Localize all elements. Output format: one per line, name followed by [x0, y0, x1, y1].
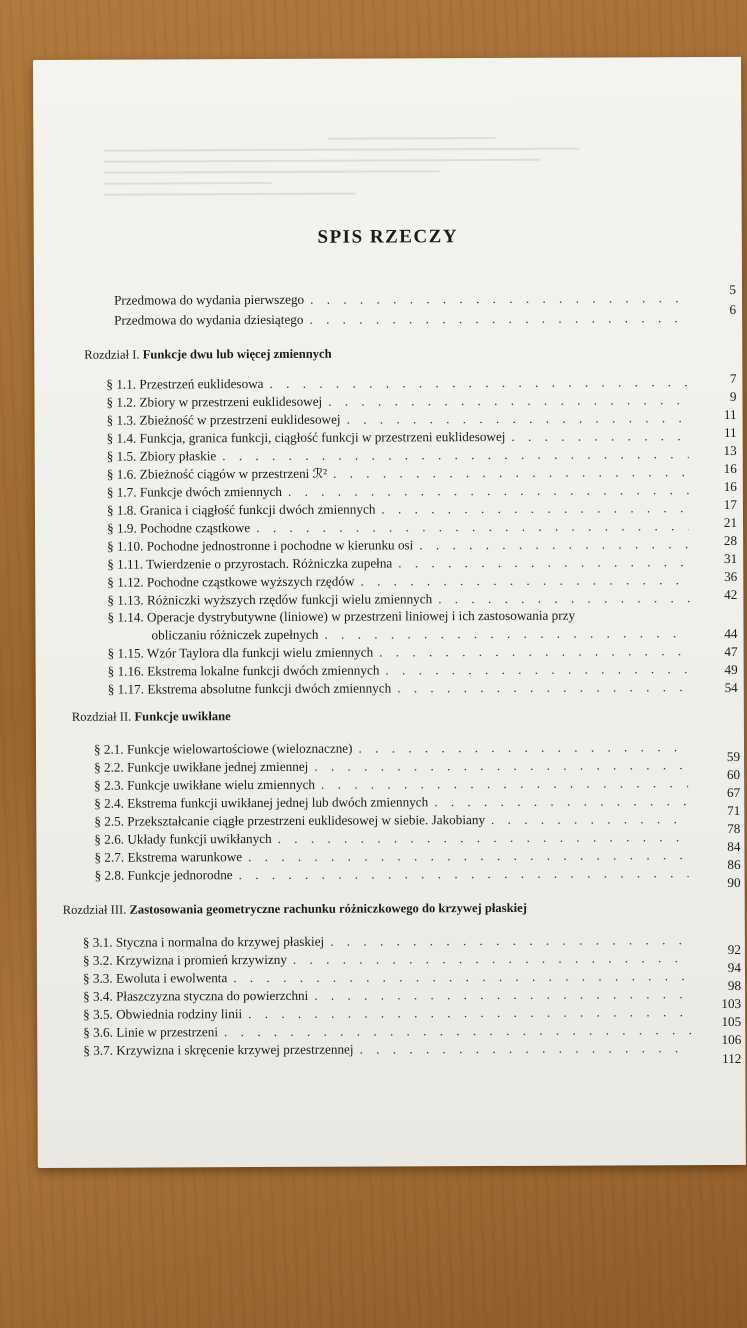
toc-entry: § 2.7. Ekstrema warunkowe . . . [94, 846, 694, 866]
toc-entry: § 1.11. Twierdzenie o przyrostach. Różniczka zupełna . . . [107, 553, 695, 573]
page-number: 49 [724, 661, 738, 677]
page-number: 84 [727, 838, 741, 854]
page-number: 5 [729, 281, 737, 297]
page-number: 90 [727, 874, 741, 890]
page-number: 106 [721, 1031, 742, 1048]
toc-entry: § 1.14. Operacje dystrybutywne (liniowe) w przestrzeni liniowej i ich zastosowania przy [107, 607, 576, 625]
toc-entry: § 2.3. Funkcje uwikłane wielu zmiennych . . . [94, 774, 694, 794]
toc-entry: § 2.8. Funkcje jednorodne . . . [95, 864, 695, 884]
toc-entry: § 1.16. Ekstrema lokalne funkcji dwóch zmiennych . . . [108, 660, 696, 680]
toc-entry: § 3.4. Płaszczyzna styczna do powierzchni . . . [83, 985, 697, 1005]
chapter-heading: Rozdział I. Funkcje dwu lub więcej zmiennych [84, 346, 332, 362]
toc-entry: § 1.4. Funkcja, granica funkcji, ciągłość funkcji w przestrzeni euklidesowej . . . [107, 427, 695, 447]
toc-entry: § 1.12. Pochodne cząstkowe wyższych rzędów . . . [107, 571, 695, 591]
page-number: 28 [723, 532, 738, 548]
toc-entry: § 2.2. Funkcje uwikłane jednej zmiennej . . . [94, 756, 694, 776]
page-number: 13 [723, 442, 737, 458]
page-number: 92 [727, 941, 741, 957]
book-page [33, 57, 746, 1168]
page-number: 31 [723, 550, 738, 566]
page-number: 86 [727, 856, 741, 872]
toc-entry: § 2.6. Układy funkcji uwikłanych . . . [94, 828, 694, 848]
page-number: 11 [723, 424, 737, 440]
page-number: 67 [726, 784, 741, 800]
toc-entry-continuation: obliczaniu różniczek zupełnych . . . [151, 624, 695, 643]
page-number: 103 [721, 995, 742, 1012]
toc-entry: § 3.1. Styczna i normalna do krzywej płaskiej . . . [83, 931, 697, 951]
toc-entry: § 3.5. Obwiednia rodziny linii . . . [83, 1003, 697, 1023]
toc-entry: § 1.15. Wzór Taylora dla funkcji wielu zmiennych . . . [108, 642, 696, 662]
page-number: 9 [729, 388, 737, 404]
page-title: SPIS RZECZY [317, 226, 459, 248]
page-number: 16 [723, 460, 737, 476]
toc-entry: § 2.4. Ekstrema funkcji uwikłanej jednej lub dwóch zmiennych . . . [94, 792, 694, 812]
toc-entry: § 1.5. Zbiory płaskie . . . [107, 445, 695, 465]
page-number: 16 [723, 478, 737, 494]
page-number: 94 [727, 959, 741, 975]
toc-entry: § 3.3. Ewoluta i ewolwenta . . . [83, 967, 697, 987]
toc-entry: § 3.2. Krzywizna i promień krzywizny . . . [83, 949, 697, 969]
page-number: 36 [724, 568, 738, 584]
page-number: 44 [724, 625, 738, 641]
toc-entry: Przedmowa do wydania pierwszego . . . [114, 289, 692, 309]
toc-entry: § 1.1. Przestrzeń euklidesowa . . . [106, 373, 694, 393]
toc-entry: § 1.8. Granica i ciągłość funkcji dwóch zmiennych . . . [107, 499, 695, 519]
toc-entry: § 2.1. Funkcje wielowartościowe (wieloznaczne) . . . [94, 738, 694, 758]
toc-entry: § 1.9. Pochodne cząstkowe . . . [107, 517, 695, 537]
toc-entry: § 2.5. Przekształcanie ciągłe przestrzeni euklidesowej w siebie. Jakobiany . . . [94, 810, 694, 830]
page-number: 7 [729, 370, 737, 386]
toc-entry: § 1.2. Zbiory w przestrzeni euklidesowej . . . [106, 391, 694, 411]
toc-entry: § 1.6. Zbieżność ciągów w przestrzeni ℛ² . . . [107, 463, 695, 483]
page-number: 47 [724, 643, 738, 659]
toc-entry: § 3.6. Linie w przestrzeni . . . [83, 1021, 697, 1041]
page-number: 21 [723, 514, 738, 530]
page-number: 78 [727, 820, 741, 836]
page-number: 112 [722, 1050, 742, 1067]
page-number: 42 [724, 586, 738, 602]
page-number: 60 [726, 766, 741, 782]
page-number: 17 [723, 496, 737, 512]
toc-entry: § 1.7. Funkcje dwóch zmiennych . . . [107, 481, 695, 501]
toc-entry: Przedmowa do wydania dziesiątego . . . [114, 309, 692, 329]
page-number: 98 [727, 977, 742, 993]
toc-entry: § 1.3. Zbieżność w przestrzeni euklidesowej . . . [107, 409, 695, 429]
page-number: 59 [726, 748, 741, 764]
page-number: 105 [721, 1013, 742, 1030]
toc-entry: § 1.13. Różniczki wyższych rzędów funkcji wielu zmiennych . . . [107, 589, 695, 609]
toc-entry: § 1.17. Ekstrema absolutne funkcji dwóch zmiennych . . . [108, 678, 696, 698]
page-number: 6 [729, 301, 737, 317]
page-number: 71 [727, 802, 741, 818]
page-number: 11 [723, 406, 737, 422]
page-number: 54 [724, 679, 738, 695]
chapter-heading: Rozdział II. Funkcje uwikłane [71, 709, 231, 724]
chapter-heading: Rozdział III. Zastosowania geometryczne rachunku różniczkowego do krzywej płaskiej [62, 900, 527, 917]
toc-entry: § 1.10. Pochodne jednostronne i pochodne w kierunku osi . . . [107, 535, 695, 555]
toc-entry: § 3.7. Krzywizna i skręcenie krzywej przestrzennej . . . [83, 1039, 697, 1059]
